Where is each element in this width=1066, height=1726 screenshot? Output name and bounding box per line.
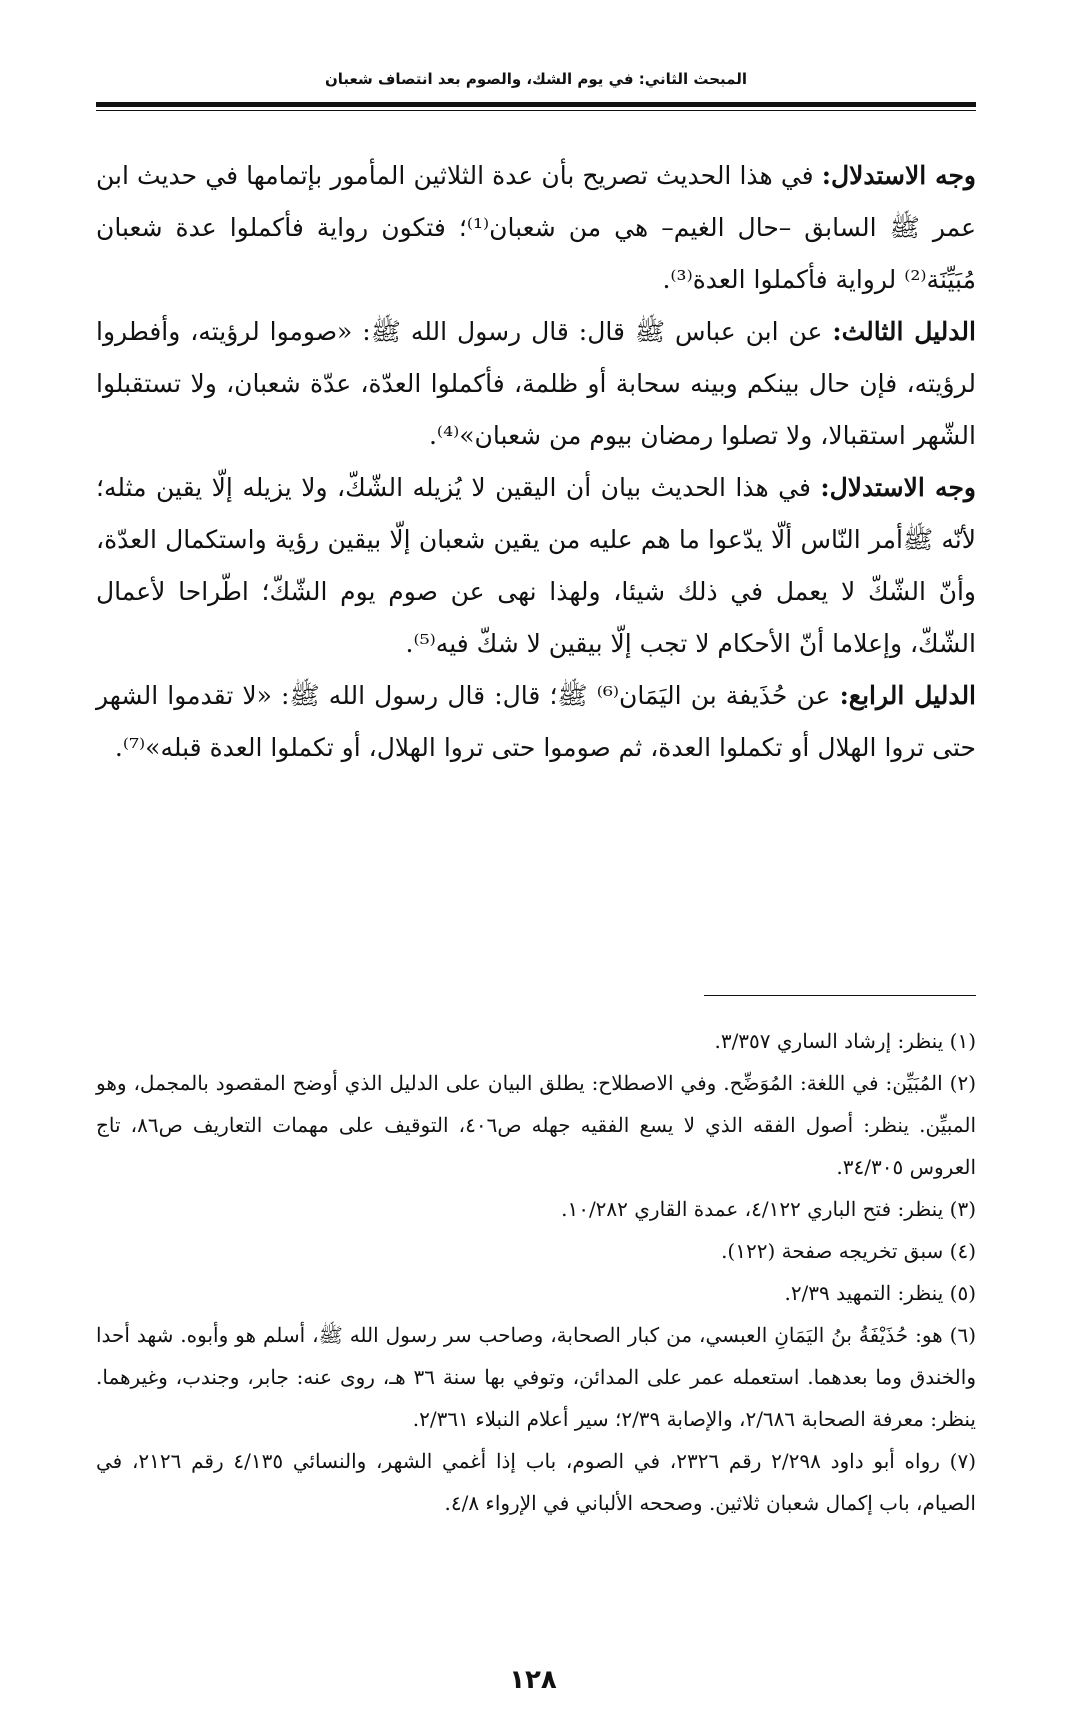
header-rule-thin: [96, 110, 976, 111]
footnote-6: (٦) هو: حُذَيْفَةُ بنُ اليَمَانِ العبسي، من كبار الصحابة، وصاحب سر رسول الله ﷺ، أسلم هو وأبوه. شهد أحدا والخندق وما بعدهما. استعمله عمر على المدائن، وتوفي بها سنة ٣٦ هـ، روى عنه: جابر، وجندب، وغيرهما. ينظر: معرفة الصحابة ٢/٦٨٦، والإصابة ٢/٣٩؛ سير أعلام النبلاء ٢/٣٦١.: [96, 1323, 976, 1431]
paragraph-text: في هذا الحديث تصريح بأن عدة الثلاثين المأمور بإتمامها في حديث ابن عمر ﷺ السابق –حال الغيم– هي من شعبان⁽¹⁾؛ فتكون رواية فأكملوا عدة شعبان مُبَيِّنَة⁽²⁾ لرواية فأكملوا العدة⁽³⁾.: [96, 161, 977, 294]
paragraph-1: [96, 150, 976, 306]
paragraph-keyword: الدليل الرابع:: [839, 681, 977, 710]
paragraph-text: عن حُذَيفة بن اليَمَان⁽⁶⁾ ﷺ؛ قال: قال رسول الله ﷺ: «لا تقدموا الشهر حتى تروا الهلال أو تكملوا العدة، ثم صوموا حتى تروا الهلال، أو تكملوا العدة قبله»⁽⁷⁾.: [96, 681, 976, 762]
footnote-2: (٢) المُبَيِّن: في اللغة: المُوَضِّح. وفي الاصطلاح: يطلق البيان على الدليل الذي أوضح المقصود بالمجمل، وهو المبيِّن. ينظر: أصول الفقه الذي لا يسع الفقيه جهله ص٤٠٦، التوقيف على مهمات التعاريف ص٨٦، تاج العروس ٣٤/٣٠٥.: [96, 1071, 977, 1179]
footnote-separator: [704, 995, 976, 996]
paragraph-keyword: وجه الاستدلال:: [820, 473, 976, 502]
paragraph-text: عن ابن عباس ﷺ قال: قال رسول الله ﷺ: «صوموا لرؤيته، وأفطروا لرؤيته، فإن حال بينكم وبينه سحابة أو ظلمة، فأكملوا العدّة، عدّة شعبان، ولا تستقبلوا الشّهر استقبالا، ولا تصلوا رمضان بيوم من شعبان»⁽⁴⁾.: [96, 317, 976, 450]
footnote-7: (٧) رواه أبو داود ٢/٢٩٨ رقم ٢٣٢٦، في الصوم، باب إذا أغمي الشهر، والنسائي ٤/١٣٥ رقم ٢١٢٦، في الصيام، باب إكمال شعبان ثلاثين. وصححه الألباني في الإرواء ٤/٨.: [96, 1449, 976, 1515]
paragraph-3: [96, 462, 976, 670]
running-header: المبحث الثاني: في يوم الشك، والصوم بعد انتصاف شعبان: [324, 70, 748, 88]
footnote-4: (٤) سبق تخريجه صفحة (١٢٢).: [721, 1239, 976, 1263]
paragraph-keyword: الدليل الثالث:: [832, 317, 976, 346]
paragraph-2: [96, 306, 976, 462]
header-rule-thick: [96, 102, 976, 107]
footnote-1: (١) ينظر: إرشاد الساري ٣/٣٥٧.: [714, 1029, 976, 1053]
paragraph-keyword: وجه الاستدلال:: [821, 161, 976, 190]
footnote-3: (٣) ينظر: فتح الباري ٤/١٢٢، عمدة القاري ١٠/٢٨٢.: [561, 1197, 976, 1221]
paragraph-4: [96, 670, 976, 774]
main-text: [96, 150, 976, 774]
footnotes: [96, 1020, 976, 1524]
page-number: ١٢٨: [509, 1665, 557, 1695]
footnote-5: (٥) ينظر: التمهيد ٢/٣٩.: [784, 1281, 976, 1305]
paragraph-text: في هذا الحديث بيان أن اليقين لا يُزيله الشّكّ، ولا يزيله إلّا يقين مثله؛ لأنّه ﷺأمر النّاس ألّا يدّعوا ما هم عليه من يقين شعبان إلّا بيقين رؤية واستكمال العدّة، وأنّ الشّكّ لا يعمل في ذلك شيئا، ولهذا نهى عن صوم يوم الشّكّ؛ اطّراحا لأعمال الشّكّ، وإعلاما أنّ الأحكام لا تجب إلّا بيقين لا شكّ فيه⁽⁵⁾.: [96, 473, 976, 658]
